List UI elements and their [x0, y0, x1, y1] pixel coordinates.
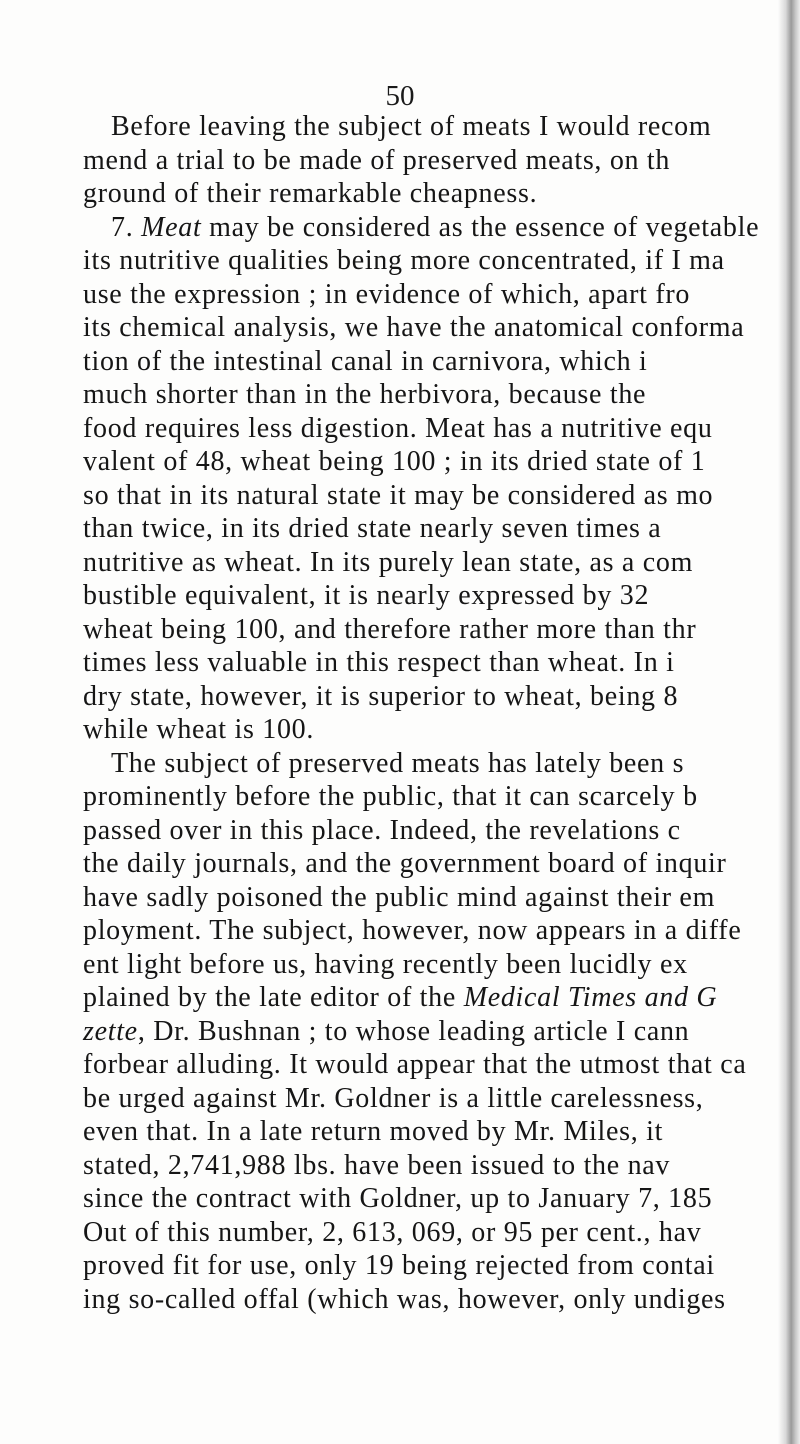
line-text: Out of this number, 2, 613, 069, or 95 per cent., hav	[83, 1216, 702, 1248]
line-text: even that. In a late return moved by Mr. Miles, it	[83, 1116, 664, 1147]
text-line	[83, 680, 800, 714]
line-text: , Dr. Bushnan ; to whose leading article I cann	[137, 1015, 690, 1047]
line-text: tion of the intestinal canal in carnivora, which i	[83, 345, 648, 377]
text-line	[83, 847, 800, 881]
line-text: nutritive as wheat. In its purely lean state, as a com	[83, 546, 694, 578]
line-text: may be considered as the essence of vegetable	[201, 211, 760, 243]
text-line	[83, 345, 800, 379]
line-text: have sadly poisoned the public mind against their em	[83, 881, 716, 913]
text-line	[83, 378, 800, 412]
text-line	[83, 479, 800, 513]
line-text: times less valuable in this respect than wheat. In i	[83, 647, 675, 678]
text-line	[83, 1015, 800, 1049]
text-line	[83, 512, 800, 546]
text-line	[83, 1182, 800, 1216]
text-line	[83, 1216, 800, 1250]
text-line	[83, 412, 800, 446]
line-text: ing so-called offal (which was, however, only undiges	[83, 1283, 726, 1315]
line-text: proved fit for use, only 19 being rejected from contai	[83, 1250, 715, 1281]
line-text: ground of their remarkable cheapness.	[83, 178, 538, 209]
line-text: 7.	[111, 211, 142, 243]
line-text: ent light before us, having recently been lucidly ex	[83, 948, 688, 980]
line-text: The subject of preserved meats has lately been s	[111, 747, 685, 779]
text-line	[83, 613, 800, 647]
text-line	[83, 713, 800, 747]
text-line	[83, 1283, 800, 1317]
line-text: than twice, in its dried state nearly seven times a	[83, 513, 662, 544]
line-text: wheat being 100, and therefore rather more than thr	[83, 613, 697, 645]
line-text: much shorter than in the herbivora, because the	[83, 379, 647, 410]
line-text: while wheat is 100.	[83, 714, 315, 745]
line-text: forbear alluding. It would appear that the utmost that ca	[83, 1049, 747, 1080]
text-line	[83, 780, 800, 814]
line-text: ployment. The subject, however, now appears in a diffe	[83, 915, 742, 946]
line-text: dry state, however, it is superior to wheat, being 8	[83, 680, 679, 712]
text-line	[83, 747, 800, 781]
line-text: so that in its natural state it may be considered as mo	[83, 479, 714, 511]
text-line	[83, 948, 800, 982]
text-line	[83, 211, 800, 245]
italic-text: Medical Times and G	[463, 982, 718, 1013]
text-line	[83, 244, 800, 278]
text-line	[83, 311, 800, 345]
text-line	[83, 914, 800, 948]
line-text: stated, 2,741,988 lbs. have been issued to the nav	[83, 1149, 671, 1181]
text-line	[83, 546, 800, 580]
text-line	[83, 814, 800, 848]
text-line	[83, 1115, 800, 1149]
text-line	[83, 1249, 800, 1283]
text-line	[83, 646, 800, 680]
line-text: its nutritive qualities being more concentrated, if I ma	[83, 245, 725, 276]
line-text: bustible equivalent, it is nearly expressed by 32	[83, 580, 650, 611]
text-line	[83, 579, 800, 613]
text-line	[83, 445, 800, 479]
text-line	[83, 110, 800, 144]
line-text: passed over in this place. Indeed, the revelations c	[83, 814, 681, 846]
line-text: plained by the late editor of the	[83, 982, 464, 1013]
line-text: since the contract with Goldner, up to January 7, 185	[83, 1183, 713, 1214]
line-text: use the expression ; in evidence of which, apart fro	[83, 278, 691, 310]
text-line	[83, 881, 800, 915]
text-line	[83, 981, 800, 1015]
line-text: prominently before the public, that it can scarcely b	[83, 781, 698, 812]
line-text: be urged against Mr. Goldner is a little carelessness,	[83, 1082, 704, 1114]
text-line	[83, 1048, 800, 1082]
text-line	[83, 177, 800, 211]
italic-text: zette	[83, 1015, 138, 1047]
line-text: the daily journals, and the government board of inquir	[83, 848, 727, 879]
text-line	[83, 278, 800, 312]
body-text	[83, 110, 800, 1316]
text-line	[83, 1149, 800, 1183]
text-line	[83, 1082, 800, 1116]
text-line	[83, 144, 800, 178]
page-number: 50	[385, 80, 415, 112]
line-text: food requires less digestion. Meat has a nutritive equ	[83, 412, 713, 444]
line-text: its chemical analysis, we have the anatomical conforma	[83, 312, 745, 343]
line-text: Before leaving the subject of meats I would recom	[111, 111, 712, 142]
line-text: valent of 48, wheat being 100 ; in its dried state of 1	[83, 446, 706, 477]
line-text: mend a trial to be made of preserved meats, on th	[83, 144, 671, 176]
italic-text: Meat	[141, 211, 202, 243]
